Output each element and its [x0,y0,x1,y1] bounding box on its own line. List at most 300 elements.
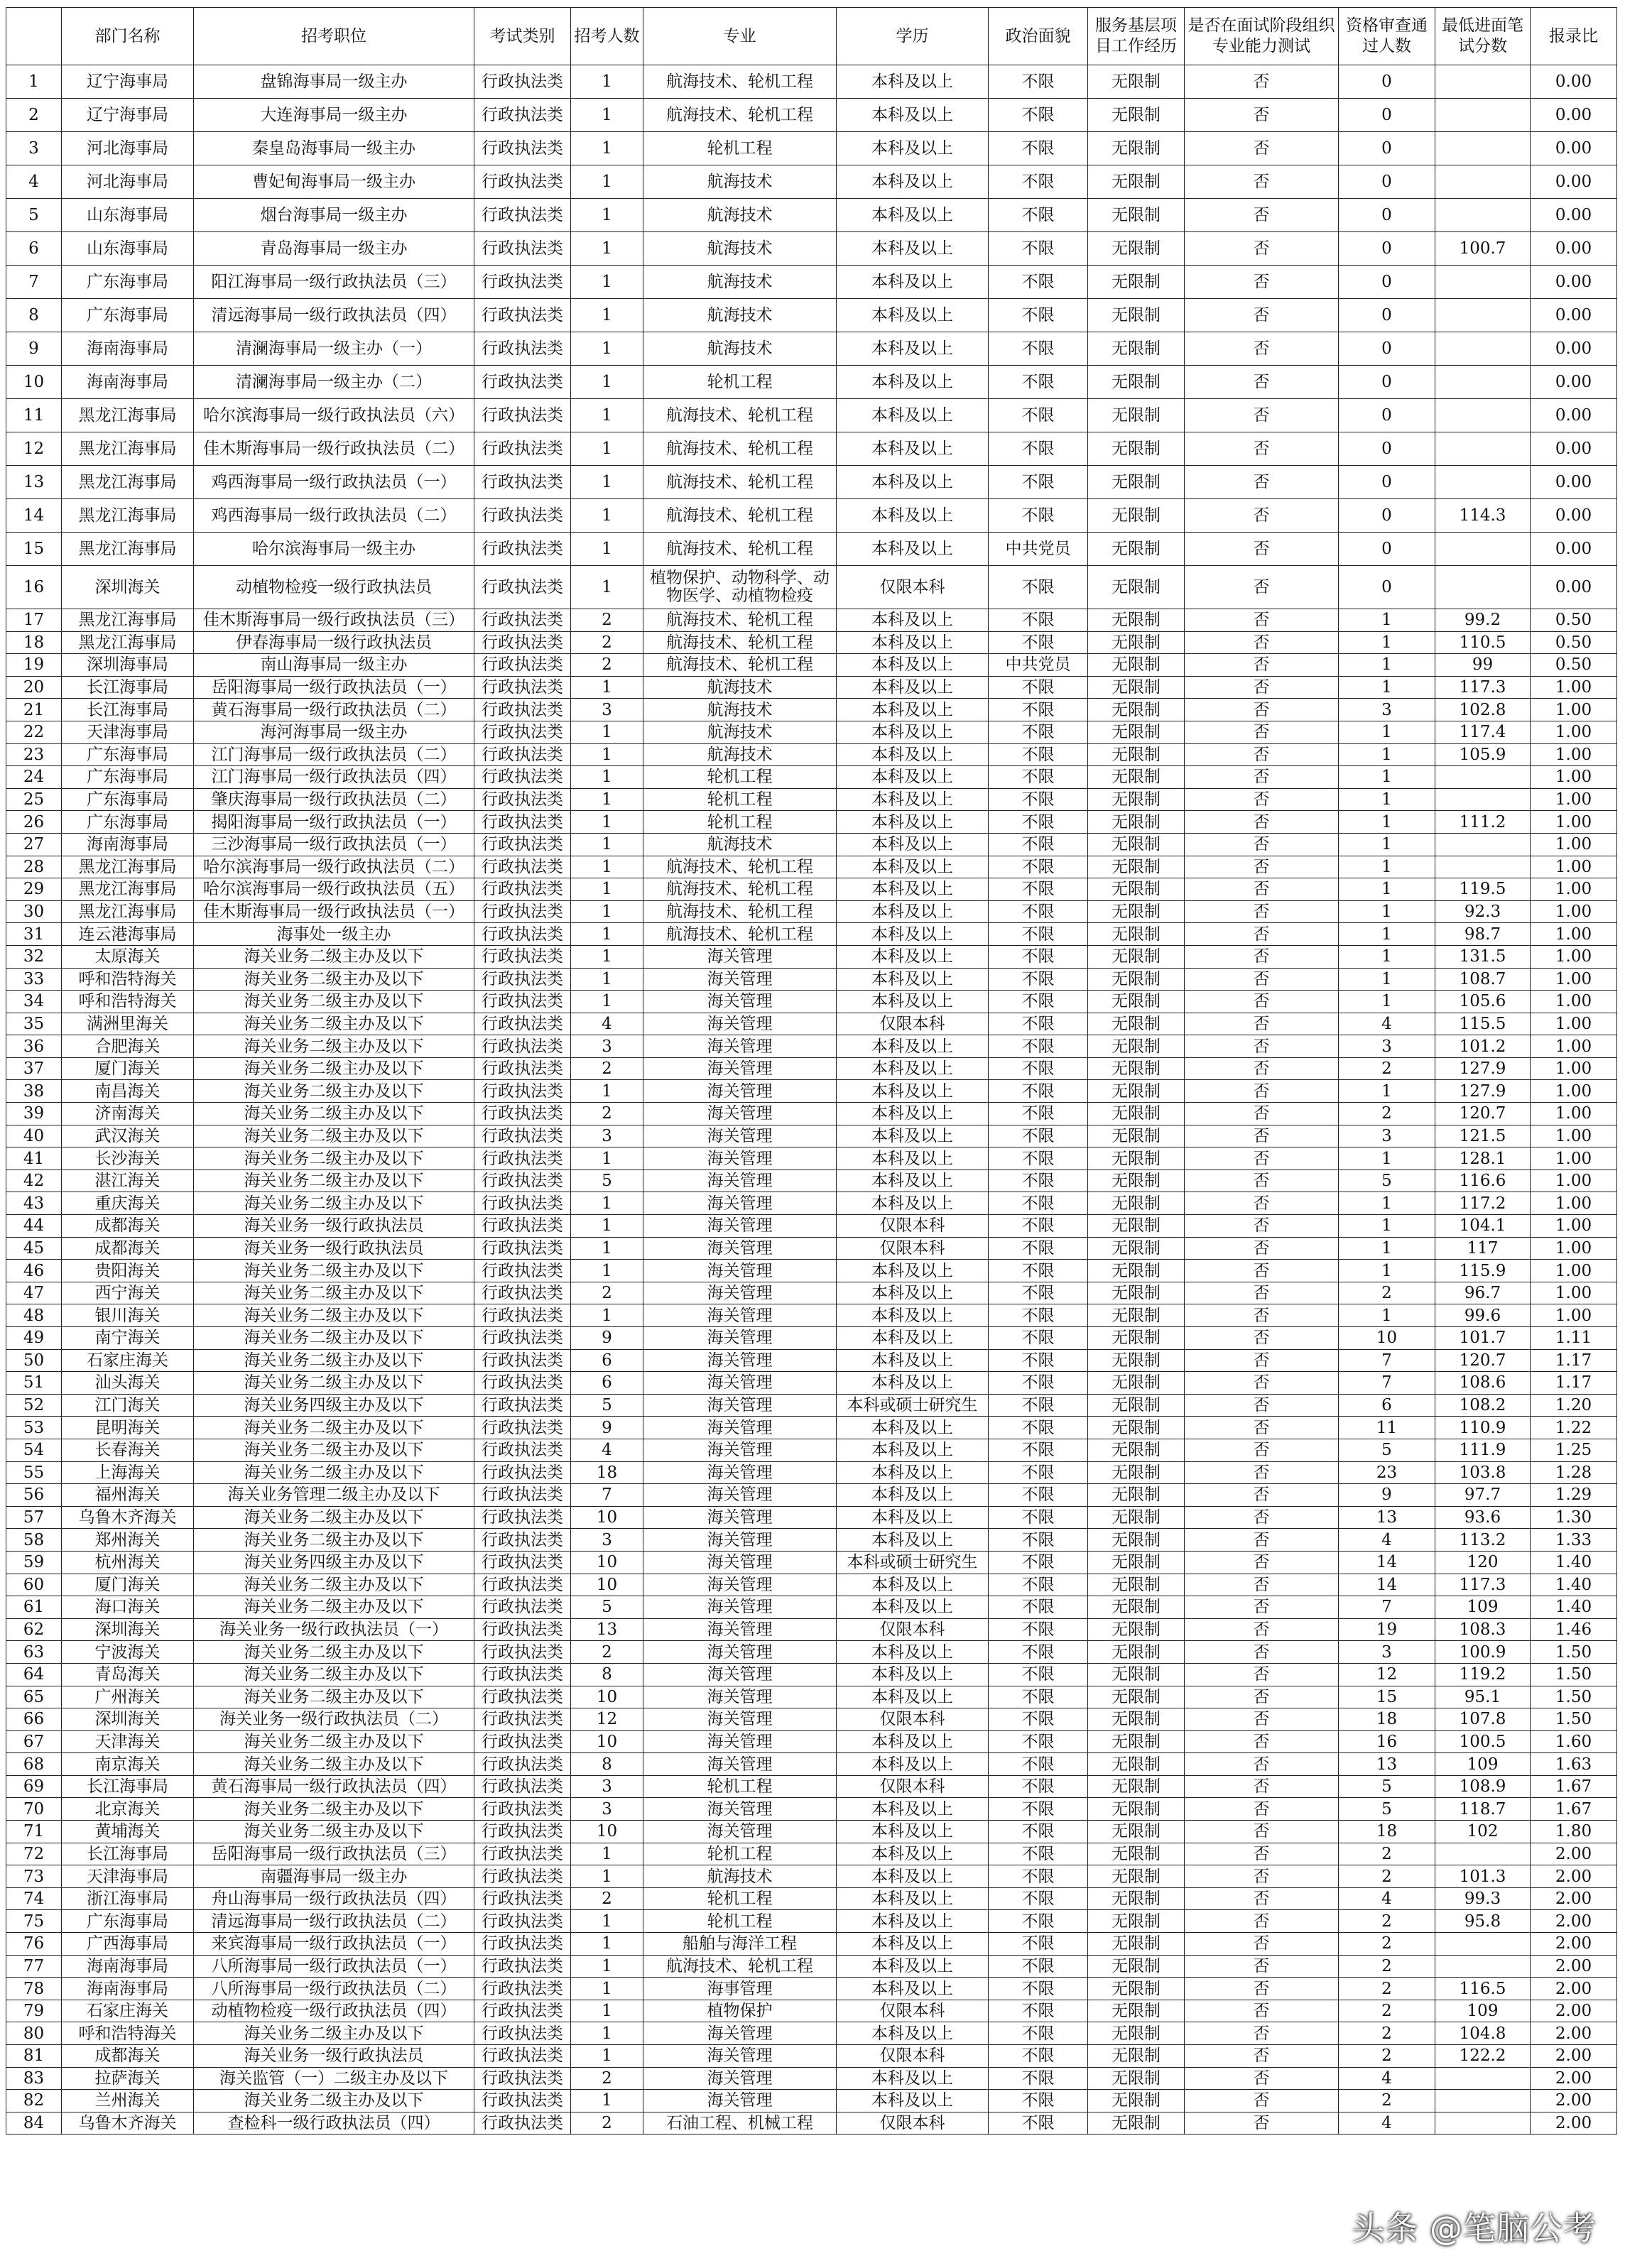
table-cell: 105.6 [1435,991,1531,1013]
table-cell: 本科及以上 [837,1080,989,1103]
table-cell: 97.7 [1435,1484,1531,1507]
table-cell: 盘锦海事局一级主办 [194,65,474,99]
table-row [6,1574,1617,1596]
table-cell: 1.00 [1531,766,1617,789]
table-cell: 黑龙江海事局 [62,609,194,632]
table-row [6,165,1617,199]
header-row [6,8,1617,65]
table-cell: 行政执法类 [474,945,571,968]
table-row [6,1641,1617,1664]
table-cell: 101.3 [1435,1865,1531,1888]
table-cell: 1 [571,2045,643,2068]
table-cell: 合肥海关 [62,1035,194,1058]
table-cell [1435,2067,1531,2090]
header-cell: 资格审查通过人数 [1339,8,1435,65]
table-cell: 航海技术 [643,199,837,232]
table-cell: 1.00 [1531,811,1617,834]
table-cell [1435,366,1531,399]
table-cell: 海关管理 [643,1484,837,1507]
table-row [6,1439,1617,1461]
table-row [6,1551,1617,1574]
table-cell: 68 [6,1753,62,1776]
table-cell: 行政执法类 [474,499,571,533]
table-cell: 1.00 [1531,1013,1617,1035]
table-cell: 海关业务二级主办及以下 [194,1372,474,1395]
table-cell: 1.00 [1531,699,1617,721]
table-cell: 宁波海关 [62,1641,194,1664]
table-row [6,654,1617,677]
table-cell: 行政执法类 [474,1013,571,1035]
table-cell: 否 [1185,654,1339,677]
table-cell: 行政执法类 [474,566,571,609]
table-cell: 海口海关 [62,1596,194,1619]
table-cell: 无限制 [1088,2022,1185,2045]
table-cell: 34 [6,991,62,1013]
table-cell: 否 [1185,1529,1339,1552]
table-cell: 否 [1185,1192,1339,1215]
table-cell: 3 [6,132,62,165]
table-cell: 0 [1339,466,1435,499]
table-cell: 否 [1185,1147,1339,1170]
table-row [6,1080,1617,1103]
table-cell: 108.7 [1435,968,1531,991]
table-cell: 行政执法类 [474,699,571,721]
table-cell: 100.9 [1435,1641,1531,1664]
table-cell: 113.2 [1435,1529,1531,1552]
table-cell: 本科及以上 [837,1192,989,1215]
table-cell: 不限 [989,1461,1088,1484]
table-cell: 13 [6,466,62,499]
table-row [6,968,1617,991]
table-cell: 1.00 [1531,833,1617,856]
table-cell: 无限制 [1088,1821,1185,1843]
table-cell: 33 [6,968,62,991]
table-cell: 不限 [989,1529,1088,1552]
table-cell: 植物保护 [643,2000,837,2022]
table-cell: 黑龙江海事局 [62,499,194,533]
table-cell: 4 [1339,2112,1435,2135]
table-cell: 14 [1339,1574,1435,1596]
table-cell: 2 [1339,1103,1435,1125]
table-cell: 44 [6,1215,62,1238]
table-cell: 0 [1339,132,1435,165]
table-cell: 本科及以上 [837,721,989,743]
table-cell: 长江海事局 [62,1775,194,1798]
table-cell: 4 [571,1439,643,1461]
table-cell: 行政执法类 [474,1686,571,1708]
table-cell: 成都海关 [62,1215,194,1238]
table-cell: 否 [1185,566,1339,609]
table-cell: 0.00 [1531,432,1617,466]
table-cell: 否 [1185,1170,1339,1192]
table-cell: 否 [1185,1237,1339,1260]
table-row [6,833,1617,856]
table-cell: 深圳海关 [62,566,194,609]
table-cell: 1 [1339,743,1435,766]
table-cell: 海关业务二级主办及以下 [194,968,474,991]
table-cell: 黑龙江海事局 [62,432,194,466]
table-cell [1435,788,1531,811]
table-cell: 0.00 [1531,165,1617,199]
table-cell: 否 [1185,1596,1339,1619]
table-cell: 23 [6,743,62,766]
table-cell: 海关管理 [643,1506,837,1529]
table-cell: 5 [571,1596,643,1619]
table-cell: 22 [6,721,62,743]
table-cell: 9 [571,1417,643,1439]
table-cell: 1 [571,1978,643,2000]
table-row [6,2090,1617,2112]
table-cell: 不限 [989,1439,1088,1461]
table-cell: 6 [6,232,62,266]
table-cell: 无限制 [1088,811,1185,834]
table-row [6,900,1617,923]
table-cell: 河北海事局 [62,132,194,165]
table-cell: 48 [6,1304,62,1327]
table-cell: 本科及以上 [837,811,989,834]
table-cell: 航海技术、轮机工程 [643,432,837,466]
table-cell: 本科及以上 [837,1596,989,1619]
table-cell: 海关管理 [643,1260,837,1282]
table-cell: 本科及以上 [837,399,989,432]
table-cell: 1 [571,366,643,399]
table-cell [1435,2090,1531,2112]
table-cell: 查检科一级行政执法员（四） [194,2112,474,2135]
table-cell: 2 [571,2067,643,2090]
table-cell: 2 [1339,1057,1435,1080]
table-cell: 行政执法类 [474,432,571,466]
table-cell: 行政执法类 [474,232,571,266]
table-cell: 本科及以上 [837,923,989,946]
table-cell: 115.5 [1435,1013,1531,1035]
table-cell: 1 [1339,900,1435,923]
table-cell: 轮机工程 [643,366,837,399]
table-cell: 行政执法类 [474,1865,571,1888]
table-cell: 10 [571,1506,643,1529]
table-cell: 1.29 [1531,1484,1617,1507]
table-cell: 否 [1185,1955,1339,1978]
table-cell: 否 [1185,1910,1339,1933]
table-row [6,99,1617,132]
table-cell: 海关管理 [643,1417,837,1439]
table-cell: 汕头海关 [62,1372,194,1395]
table-cell: 本科及以上 [837,766,989,789]
table-row [6,1730,1617,1753]
table-cell: 0 [1339,199,1435,232]
table-cell: 哈尔滨海事局一级行政执法员（二） [194,856,474,878]
table-cell: 10 [571,1686,643,1708]
table-row [6,945,1617,968]
table-cell: 航海技术 [643,699,837,721]
table-cell: 1.00 [1531,1282,1617,1304]
table-cell: 7 [1339,1372,1435,1395]
table-cell: 1.00 [1531,1170,1617,1192]
table-cell: 65 [6,1686,62,1708]
table-cell: 海关管理 [643,2045,837,2068]
table-cell: 1.67 [1531,1798,1617,1821]
table-header [6,8,1617,65]
table-row [6,1663,1617,1686]
table-cell: 1 [1339,991,1435,1013]
table-cell: 0.00 [1531,65,1617,99]
table-cell: 1 [571,676,643,699]
table-row [6,199,1617,232]
table-row [6,1887,1617,1910]
table-cell: 不限 [989,788,1088,811]
table-cell: 无限制 [1088,2000,1185,2022]
table-cell: 1.00 [1531,1035,1617,1058]
table-cell: 海关管理 [643,1103,837,1125]
table-cell: 航海技术 [643,676,837,699]
table-cell: 行政执法类 [474,1192,571,1215]
table-cell: 7 [1339,1596,1435,1619]
table-cell: 本科及以上 [837,65,989,99]
table-row [6,1618,1617,1641]
table-cell: 不限 [989,1775,1088,1798]
header-cell: 最低进面笔试分数 [1435,8,1531,65]
table-cell: 海关业务一级行政执法员 [194,1237,474,1260]
table-cell: 海关业务二级主办及以下 [194,1641,474,1664]
table-cell: 本科及以上 [837,676,989,699]
table-cell: 无限制 [1088,1439,1185,1461]
table-cell: 1 [571,266,643,299]
table-cell: 否 [1185,1484,1339,1507]
table-cell [1435,2112,1531,2135]
table-cell: 不限 [989,232,1088,266]
table-cell: 无限制 [1088,1708,1185,1731]
table-cell: 3 [571,1035,643,1058]
table-cell: 117.2 [1435,1192,1531,1215]
table-cell: 否 [1185,2067,1339,2090]
table-cell: 不限 [989,199,1088,232]
table-cell: 无限制 [1088,1663,1185,1686]
table-cell: 动植物检疫一级行政执法员（四） [194,2000,474,2022]
table-cell [1435,856,1531,878]
table-cell: 本科及以上 [837,878,989,901]
table-cell: 108.2 [1435,1394,1531,1417]
table-row [6,1282,1617,1304]
table-cell: 否 [1185,878,1339,901]
table-cell: 50 [6,1349,62,1372]
table-cell: 1.00 [1531,1304,1617,1327]
table-cell: 1 [1339,788,1435,811]
table-cell: 行政执法类 [474,533,571,566]
table-cell: 否 [1185,743,1339,766]
table-cell: 53 [6,1417,62,1439]
table-cell: 2 [1339,1843,1435,1865]
table-cell: 行政执法类 [474,1237,571,1260]
table-cell: 海关业务二级主办及以下 [194,1663,474,1686]
table-cell: 航海技术 [643,165,837,199]
table-cell: 无限制 [1088,1887,1185,1910]
table-cell: 9 [1339,1484,1435,1507]
table-cell: 本科及以上 [837,1260,989,1282]
table-cell: 不限 [989,1551,1088,1574]
table-cell: 行政执法类 [474,2022,571,2045]
table-cell: 1.00 [1531,900,1617,923]
table-cell: 本科及以上 [837,299,989,332]
table-cell: 99.3 [1435,1887,1531,1910]
table-cell: 石家庄海关 [62,1349,194,1372]
table-cell: 仅限本科 [837,2000,989,2022]
table-cell: 92.3 [1435,900,1531,923]
table-cell: 120.7 [1435,1349,1531,1372]
table-cell: 无限制 [1088,1910,1185,1933]
table-cell: 否 [1185,1304,1339,1327]
table-cell: 117 [1435,1237,1531,1260]
table-cell: 1 [1339,833,1435,856]
table-cell: 115.9 [1435,1260,1531,1282]
table-cell: 否 [1185,1394,1339,1417]
table-cell: 否 [1185,499,1339,533]
table-cell: 海关业务二级主办及以下 [194,991,474,1013]
table-cell: 海关业务一级行政执法员（二） [194,1708,474,1731]
table-cell: 43 [6,1192,62,1215]
table-cell: 行政执法类 [474,2067,571,2090]
table-cell: 行政执法类 [474,833,571,856]
table-cell: 海关管理 [643,1461,837,1484]
table-cell: 96.7 [1435,1282,1531,1304]
table-cell: 无限制 [1088,1933,1185,1956]
table-cell: 2 [1339,1282,1435,1304]
table-row [6,65,1617,99]
table-cell: 127.9 [1435,1080,1531,1103]
table-cell: 清澜海事局一级主办（一） [194,332,474,366]
table-cell: 广东海事局 [62,811,194,834]
table-cell: 1 [571,968,643,991]
table-cell: 海关业务二级主办及以下 [194,1529,474,1552]
header-cell-index [6,8,62,65]
table-cell: 本科及以上 [837,1304,989,1327]
table-cell: 行政执法类 [474,1125,571,1147]
table-cell: 1.00 [1531,1237,1617,1260]
table-cell: 不限 [989,1147,1088,1170]
table-cell: 否 [1185,1125,1339,1147]
table-row [6,1865,1617,1888]
table-cell: 1.00 [1531,788,1617,811]
table-cell: 否 [1185,833,1339,856]
table-row [6,1417,1617,1439]
table-cell: 海关业务二级主办及以下 [194,1147,474,1170]
table-cell: 满洲里海关 [62,1013,194,1035]
table-cell: 17 [6,609,62,632]
table-cell: 海河海事局一级主办 [194,721,474,743]
table-cell: 无限制 [1088,1506,1185,1529]
table-cell: 不限 [989,2022,1088,2045]
table-cell: 0 [1339,165,1435,199]
table-cell: 118.7 [1435,1798,1531,1821]
table-cell: 101.7 [1435,1327,1531,1350]
header-cell: 学历 [837,8,989,65]
table-cell: 95.1 [1435,1686,1531,1708]
table-cell: 海关管理 [643,1574,837,1596]
table-cell: 0 [1339,432,1435,466]
table-cell: 航海技术 [643,232,837,266]
table-cell: 无限制 [1088,1282,1185,1304]
table-cell: 1 [571,1080,643,1103]
table-cell: 行政执法类 [474,788,571,811]
table-cell: 6 [571,1349,643,1372]
table-cell: 行政执法类 [474,1574,571,1596]
table-cell: 30 [6,900,62,923]
table-cell: 无限制 [1088,968,1185,991]
table-cell: 不限 [989,1282,1088,1304]
table-cell: 行政执法类 [474,1304,571,1327]
table-cell: 航海技术、轮机工程 [643,631,837,654]
table-cell: 1 [571,1147,643,1170]
table-cell: 哈尔滨海事局一级主办 [194,533,474,566]
table-cell: 海关管理 [643,1821,837,1843]
table-row [6,1304,1617,1327]
table-cell: 1.00 [1531,991,1617,1013]
table-cell: 行政执法类 [474,1663,571,1686]
table-cell: 2.00 [1531,1887,1617,1910]
table-cell: 3 [1339,1641,1435,1664]
table-cell: 2 [571,631,643,654]
table-cell: 0.00 [1531,132,1617,165]
table-cell: 无限制 [1088,566,1185,609]
table-cell: 哈尔滨海事局一级行政执法员（六） [194,399,474,432]
table-cell: 航海技术、轮机工程 [643,856,837,878]
table-cell: 岳阳海事局一级行政执法员（一） [194,676,474,699]
table-cell: 不限 [989,1057,1088,1080]
table-cell: 0.00 [1531,266,1617,299]
table-cell: 黄埔海关 [62,1821,194,1843]
table-cell: 南京海关 [62,1753,194,1776]
table-cell: 本科及以上 [837,609,989,632]
table-cell: 不限 [989,2112,1088,2135]
table-cell: 本科及以上 [837,1327,989,1350]
table-cell: 长江海事局 [62,699,194,721]
table-cell: 航海技术 [643,266,837,299]
table-cell: 1 [1339,609,1435,632]
table-cell: 三沙海事局一级行政执法员（一） [194,833,474,856]
table-cell: 否 [1185,1035,1339,1058]
table-cell: 黑龙江海事局 [62,900,194,923]
table-cell: 不限 [989,1013,1088,1035]
table-cell: 3 [571,1125,643,1147]
table-cell: 2.00 [1531,2000,1617,2022]
table-cell: 航海技术、轮机工程 [643,609,837,632]
table-row [6,1192,1617,1215]
table-cell: 122.2 [1435,2045,1531,2068]
table-row [6,299,1617,332]
table-cell: 1 [571,856,643,878]
table-cell: 天津海事局 [62,721,194,743]
table-cell: 不限 [989,132,1088,165]
table-cell: 1 [571,566,643,609]
table-cell: 101.2 [1435,1035,1531,1058]
table-cell: 38 [6,1080,62,1103]
table-cell: 辽宁海事局 [62,99,194,132]
table-cell: 不限 [989,1978,1088,2000]
table-cell: 呼和浩特海关 [62,968,194,991]
table-cell: 1.33 [1531,1529,1617,1552]
table-cell: 本科及以上 [837,366,989,399]
table-sheet [6,7,1616,2135]
table-cell: 行政执法类 [474,1596,571,1619]
table-cell: 行政执法类 [474,1461,571,1484]
table-cell: 1 [571,466,643,499]
table-cell: 16 [1339,1730,1435,1753]
table-cell: 0.00 [1531,332,1617,366]
table-cell: 海关业务二级主办及以下 [194,1035,474,1058]
table-cell: 否 [1185,1013,1339,1035]
table-cell: 不限 [989,399,1088,432]
table-cell: 否 [1185,1057,1339,1080]
table-cell: 42 [6,1170,62,1192]
table-cell: 1 [571,833,643,856]
